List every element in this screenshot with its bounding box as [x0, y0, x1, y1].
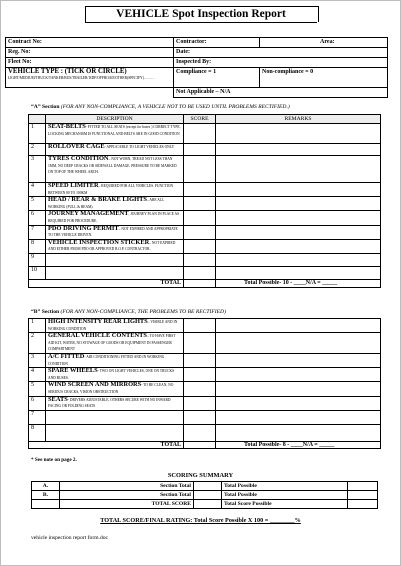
section-b-label: “B” Section — [31, 309, 60, 315]
reg-no-field[interactable]: Reg. No: — [6, 48, 174, 58]
report-title: VEHICLE Spot Inspection Report — [85, 8, 317, 23]
section-b-item-title: HIGH INTENSITY REAR LIGHTS — [48, 318, 148, 325]
section-b-row — [29, 382, 381, 396]
section-a-row — [29, 266, 381, 279]
section-a-item-title: ROLLOVER CAGE — [48, 143, 105, 150]
section-a-row-number: 2 — [29, 144, 46, 156]
section-a-note: (FOR ANY NON-COMPLIANCE, A VEHICLE NOT TO BE USED UNTIL PROBLEMS RECTIFIED.) — [60, 104, 290, 110]
section-a-total-possible: Total Possible- 10 - ____N/A = _____ — [216, 279, 381, 287]
section-a-score-cell[interactable] — [184, 266, 216, 279]
section-a-item-detail: – ARE ALL WORKING (FULL & BEAM). — [48, 198, 165, 209]
section-a-item-detail: - APPLICABLE TO LIGHT VEHICLES ONLY — [104, 145, 175, 149]
section-b-score-cell[interactable] — [184, 319, 216, 333]
section-b-item-title: SEATS — [48, 396, 68, 403]
section-b-row-number: 5 — [29, 382, 46, 396]
section-b-row-description — [46, 396, 184, 410]
section-b-row — [29, 410, 381, 424]
section-b-item-title: WIND SCREEN AND MIRRORS — [48, 381, 142, 389]
section-b-item-title: SPARE WHEELS — [48, 367, 98, 375]
section-a-item-detail: – NOT WORN, TREAD NOT LESS THAN 1MM, NO DEEP CRACKS OR SIDEWALL DAMAGE. PRESSURE TO BE MARKED ON TOP OF THE WHEEL ARCH. — [48, 157, 177, 175]
section-a-remarks-cell[interactable] — [216, 183, 381, 197]
section-a-score-cell[interactable] — [184, 144, 216, 156]
summary-b-possible-value[interactable] — [348, 491, 378, 500]
non-compliance-key: Non-compliance = 0 — [260, 68, 388, 88]
section-b-row-description — [46, 368, 184, 382]
section-b-score-cell[interactable] — [184, 368, 216, 382]
summary-a-possible-value[interactable] — [348, 482, 378, 491]
section-b-row-number: 4 — [29, 368, 46, 382]
section-a-row — [29, 144, 381, 156]
section-b-row-description — [46, 319, 184, 333]
section-a-remarks-cell[interactable] — [216, 144, 381, 156]
section-a-row-description — [46, 225, 184, 239]
section-b-total-score[interactable] — [184, 441, 216, 449]
col-remarks: REMARKS — [216, 115, 381, 124]
summary-a-section: Section Total — [60, 482, 194, 491]
section-b-remarks-cell[interactable] — [216, 410, 381, 424]
section-a-row-number: 10 — [29, 266, 46, 279]
section-b-row — [29, 424, 381, 441]
section-a-remarks-cell[interactable] — [216, 124, 381, 144]
section-a-item-detail: - FITTED TO ALL SEATS (except for buses ) CORRECT TYPE, LOCKING MECHANISM IS FUNCTIONAL AND BELTS ARE IN GOOD CONDITION — [48, 125, 181, 136]
section-a-score-cell[interactable] — [184, 183, 216, 197]
section-b-remarks-cell[interactable] — [216, 333, 381, 354]
section-a-row — [29, 225, 381, 239]
blank-cell — [6, 88, 174, 98]
section-a-row-number: 6 — [29, 211, 46, 225]
col-description: DESCRIPTION — [46, 115, 184, 124]
section-a-total-label: TOTAL — [29, 279, 184, 287]
section-a-row-description — [46, 211, 184, 225]
header-table — [5, 37, 388, 98]
section-b-row-number: 7 — [29, 410, 46, 424]
section-a-item-title: SPEED LIMITER — [48, 182, 99, 189]
section-a-row-description — [46, 144, 184, 156]
contractor-field[interactable]: Contractor: — [174, 38, 260, 48]
section-b-heading — [31, 309, 226, 316]
section-a-row-description — [46, 266, 184, 279]
section-b-remarks-cell[interactable] — [216, 424, 381, 441]
section-b-row-description — [46, 410, 184, 424]
section-a-score-cell[interactable] — [184, 211, 216, 225]
section-a-row-number: 3 — [29, 156, 46, 183]
summary-b-possible: Total Possible — [222, 491, 348, 500]
section-b-row-description — [46, 424, 184, 441]
section-a-score-cell[interactable] — [184, 225, 216, 239]
summary-a-possible: Total Possible — [222, 482, 348, 491]
section-a-row — [29, 253, 381, 266]
section-a-remarks-cell[interactable] — [216, 211, 381, 225]
section-b-item-detail: - TWO ON LIGHT VEHICLES, ONE ON TRUCKS AND BUSES. — [48, 369, 175, 380]
final-rating-text: TOTAL SCORE/FINAL RATING: Total Score Possible X 100 = ________% — [100, 517, 301, 524]
section-b-remarks-cell[interactable] — [216, 368, 381, 382]
section-a-row — [29, 211, 381, 225]
section-a-remarks-cell[interactable] — [216, 253, 381, 266]
summary-b-label: B. — [32, 491, 60, 500]
section-a-score-cell[interactable] — [184, 156, 216, 183]
section-a-remarks-cell[interactable] — [216, 197, 381, 211]
section-a-item-title: VEHICLE INSPECTION STICKER — [48, 239, 150, 246]
inspected-by-field[interactable]: Inspected By: — [174, 58, 388, 68]
compliance-key: Compliance = 1 — [174, 68, 260, 88]
section-b-score-cell[interactable] — [184, 410, 216, 424]
section-b-score-cell[interactable] — [184, 424, 216, 441]
section-a-row-description — [46, 197, 184, 211]
section-a-item-title: TYRES CONDITION — [48, 155, 109, 162]
summary-total-possible-value[interactable] — [348, 500, 378, 509]
section-b-note: (FOR ANY NON-COMPLIANCE, THE PROBLEMS TO BE RECTIFIED) — [60, 309, 226, 315]
section-b-row — [29, 319, 381, 333]
section-a-row-number: 7 — [29, 225, 46, 239]
section-a-item-title: JOURNEY MANAGEMENT — [48, 210, 129, 218]
area-label: Area: — [320, 39, 335, 45]
section-a-total-score[interactable] — [184, 279, 216, 287]
section-a-row-description — [46, 124, 184, 144]
section-b-remarks-cell[interactable] — [216, 396, 381, 410]
section-a-remarks-cell[interactable] — [216, 156, 381, 183]
section-b-remarks-cell[interactable] — [216, 319, 381, 333]
scoring-summary-title: SCORING SUMMARY — [167, 472, 234, 479]
section-a-row — [29, 183, 381, 197]
section-b-item-detail: – VISIBLE AND IN WORKING CONDITION — [48, 320, 178, 331]
vehicle-type-options: LIGHT/MEDIUM/TRUCK/TANKER/BUS/TRAILER/ RDF/OFFROAD/OTHER(SPECIFY)……… — [8, 76, 155, 80]
area-field[interactable] — [260, 38, 388, 48]
section-b-row-number: 8 — [29, 424, 46, 441]
section-a-score-cell[interactable] — [184, 253, 216, 266]
fleet-no-field[interactable]: Fleet No: — [6, 58, 174, 68]
see-note: * See note on page 2. — [31, 457, 77, 463]
vehicle-type-label: VEHICLE TYPE : (TICK OR CIRCLE) — [8, 68, 127, 75]
col-number — [29, 115, 46, 124]
section-a-row-number: 1 — [29, 124, 46, 144]
final-rating — [1, 517, 400, 524]
section-b-row — [29, 333, 381, 354]
section-a-item-detail: – NOT EXPIRED AND EITHER FROM PDO OR APPROVED R.O.P. CONTRACTOR. — [48, 240, 176, 252]
section-a-item-title: HEAD / REAR & BRAKE LIGHTS — [48, 196, 147, 204]
section-b-total-label: TOTAL — [29, 441, 184, 449]
vehicle-type-field[interactable] — [6, 68, 174, 88]
section-a-row — [29, 124, 381, 144]
section-a-remarks-cell[interactable] — [216, 225, 381, 239]
summary-total-score: TOTAL SCORE — [60, 500, 194, 509]
summary-a-value[interactable] — [194, 482, 222, 491]
section-b-score-cell[interactable] — [184, 353, 216, 367]
section-b-row — [29, 368, 381, 382]
section-b-row-number: 6 — [29, 396, 46, 410]
section-b-row — [29, 353, 381, 367]
section-b-row-description — [46, 382, 184, 396]
scoring-summary-table — [31, 481, 378, 509]
section-a-item-title: PDO DRIVING PERMIT — [48, 225, 119, 232]
section-a-item-detail: – REQUIRED FOR ALL VEHICLES. FUNCTION BETWEEN 80 TO 100KM — [48, 184, 174, 195]
section-a-score-cell[interactable] — [184, 239, 216, 253]
summary-total-possible: Total Score Possible — [222, 500, 348, 509]
section-b-row-number: 2 — [29, 333, 46, 354]
summary-total-blank — [32, 500, 60, 509]
section-a-table — [28, 114, 381, 288]
section-a-item-detail: – NOT EXPIRED AND APPROPRIATE TO THE VEHICLE DRIVEN. — [48, 226, 178, 238]
section-b-score-cell[interactable] — [184, 396, 216, 410]
section-a-score-cell[interactable] — [184, 197, 216, 211]
col-score: SCORE — [184, 115, 216, 124]
summary-b-section: Section Total — [60, 491, 194, 500]
section-a-row-description — [46, 253, 184, 266]
section-a-row-number: 8 — [29, 239, 46, 253]
section-a-row-number: 4 — [29, 183, 46, 197]
section-a-row-description — [46, 183, 184, 197]
section-b-row-description — [46, 333, 184, 354]
footer-filename: vehicle inspection report form.doc — [31, 535, 109, 541]
section-a-item-title: SEAT-BELTS — [48, 123, 86, 130]
section-a-row-number: 5 — [29, 197, 46, 211]
section-b-total-possible: Total Possible- 8 - ____N/A = _____ — [216, 441, 381, 449]
section-b-score-cell[interactable] — [184, 333, 216, 354]
section-a-heading — [31, 104, 290, 111]
section-b-remarks-cell[interactable] — [216, 382, 381, 396]
section-b-remarks-cell[interactable] — [216, 353, 381, 367]
section-a-score-cell[interactable] — [184, 124, 216, 144]
section-b-item-detail: - TO BE CLEAN, NO SERIOUS CRACKS, VISION OBSTRUCTION — [48, 383, 174, 394]
section-b-row-description — [46, 353, 184, 367]
section-a-remarks-cell[interactable] — [216, 239, 381, 253]
section-b-item-title: A/C FITTED — [48, 353, 85, 360]
section-b-table — [28, 318, 381, 449]
summary-a-label: A. — [32, 482, 60, 491]
section-a-row-description — [46, 239, 184, 253]
section-b-item-detail: - AIR CONDITIONING FITTED AND IN WORKING CONDITION — [48, 354, 165, 366]
contract-no-field[interactable]: Contract No: — [6, 38, 174, 48]
section-b-row — [29, 396, 381, 410]
section-a-row-description — [46, 156, 184, 183]
section-a-row-number: 9 — [29, 253, 46, 266]
section-b-item-title: GENERAL VEHICLE CONTENTS — [48, 332, 147, 340]
not-applicable-key: Not Applicable – N/A — [174, 88, 388, 98]
summary-b-value[interactable] — [194, 491, 222, 500]
date-field[interactable]: Date: — [174, 48, 388, 58]
section-a-label: “A” Section — [31, 104, 60, 110]
section-b-item-detail: - DRIVERS ADJUSTABLE, OTHERS SECURE WITH NO INWARD FACING OR FOLDING SEATS — [48, 397, 171, 409]
section-a-row — [29, 156, 381, 183]
section-b-score-cell[interactable] — [184, 382, 216, 396]
section-a-row — [29, 197, 381, 211]
section-b-row-number: 3 — [29, 353, 46, 367]
section-b-row-number: 1 — [29, 319, 46, 333]
section-a-item-detail: , JOURNEY PLAN IN PLACE AS REQUIRED FOR PROCEDURE. — [48, 212, 180, 223]
section-a-remarks-cell[interactable] — [216, 266, 381, 279]
section-b-item-detail: – TO HAVE FIRST AID KIT, WATER, NO STOWAGE OF GOODS OR EQUIPMENT IN PASSENGER COMPARTMENT — [48, 334, 176, 352]
summary-total-score-value[interactable] — [194, 500, 222, 509]
section-a-row — [29, 239, 381, 253]
